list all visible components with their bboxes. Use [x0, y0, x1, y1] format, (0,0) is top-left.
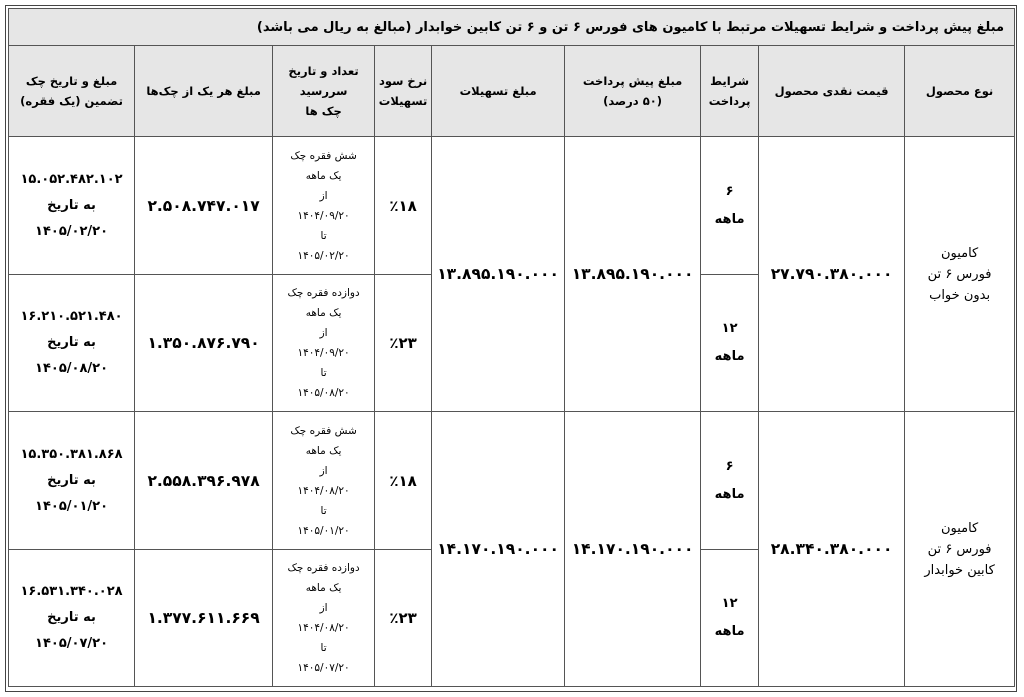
- each-check-amount-cell: ۲.۵۵۸.۳۹۶.۹۷۸: [135, 412, 273, 550]
- checks-line: از: [319, 189, 328, 202]
- guarantee-amount: ۱۶.۲۱۰.۵۲۱.۴۸۰: [20, 309, 123, 324]
- guarantee-date-label: به تاریخ: [47, 335, 96, 350]
- header-prepayment-line2: (۵۰ درصد): [603, 94, 663, 108]
- checks-line: ۱۴۰۴/۰۸/۲۰: [297, 484, 350, 497]
- prepayment-cell: ۱۳.۸۹۵.۱۹۰.۰۰۰: [565, 137, 701, 412]
- header-guarantee-line2: تضمین (یک فقره): [20, 94, 123, 108]
- payment-term-unit: ماهه: [714, 211, 745, 227]
- guarantee-date: ۱۴۰۵/۰۷/۲۰: [35, 636, 109, 651]
- guarantee-check-cell: [9, 412, 135, 550]
- header-each-check: مبلغ هر یک از چک‌ها: [135, 46, 273, 137]
- product-name-line: بدون خواب: [929, 287, 991, 303]
- payment-term-months: ۶: [725, 458, 734, 474]
- interest-rate-cell: ٪۲۳: [375, 550, 432, 687]
- checks-line: ۱۴۰۵/۰۱/۲۰: [297, 524, 350, 537]
- cash-price-cell: ۲۷.۷۹۰.۳۸۰.۰۰۰: [759, 137, 905, 412]
- guarantee-date-label: به تاریخ: [47, 472, 96, 488]
- header-checks: [273, 46, 375, 137]
- product-name-cell: [905, 137, 1015, 412]
- checks-line: یک ماهه: [305, 169, 342, 182]
- checks-schedule-cell: [273, 550, 375, 687]
- product-name-line: فورس ۶ تن: [927, 541, 992, 557]
- guarantee-amount: ۱۶.۵۳۱.۳۴۰.۰۲۸: [20, 584, 123, 599]
- header-payment-terms-line1: شرایط: [710, 74, 750, 88]
- checks-line: تا: [320, 367, 327, 379]
- interest-rate-cell: ٪۲۳: [375, 275, 432, 412]
- header-product: نوع محصول: [905, 46, 1015, 137]
- product-name-cell: [905, 412, 1015, 687]
- product-name-line: کامیون: [940, 520, 979, 536]
- checks-line: یک ماهه: [305, 582, 342, 594]
- each-check-amount-cell: ۱.۳۷۷.۶۱۱.۶۶۹: [135, 550, 273, 687]
- guarantee-amount: ۱۵.۰۵۲.۴۸۲.۱۰۲: [20, 171, 123, 187]
- checks-line: ۱۴۰۴/۰۹/۲۰: [297, 347, 350, 359]
- checks-line: ۱۴۰۵/۰۲/۲۰: [297, 249, 350, 262]
- checks-schedule-cell: [273, 275, 375, 412]
- table-row: [9, 137, 1015, 275]
- cash-price-cell: ۲۸.۳۴۰.۳۸۰.۰۰۰: [759, 412, 905, 687]
- guarantee-date-label: به تاریخ: [47, 197, 96, 213]
- guarantee-date: ۱۴۰۵/۰۲/۲۰: [35, 223, 109, 239]
- checks-schedule-cell: [273, 137, 375, 275]
- header-interest-rate: [375, 46, 432, 137]
- header-checks-line1: تعداد و تاریخ: [288, 64, 359, 78]
- header-loan-amount: مبلغ تسهیلات: [432, 46, 565, 137]
- each-check-amount-cell: ۲.۵۰۸.۷۴۷.۰۱۷: [135, 137, 273, 275]
- checks-line: یک ماهه: [305, 307, 342, 319]
- loan-amount-cell: ۱۴.۱۷۰.۱۹۰.۰۰۰: [432, 412, 565, 687]
- guarantee-check-cell: [9, 550, 135, 687]
- guarantee-amount: ۱۵.۳۵۰.۳۸۱.۸۶۸: [20, 446, 123, 462]
- guarantee-check-cell: [9, 137, 135, 275]
- checks-line: تا: [320, 229, 327, 242]
- payment-term-unit: ماهه: [714, 349, 745, 364]
- payment-term-months: ۱۲: [721, 321, 738, 336]
- checks-line: از: [319, 602, 328, 614]
- each-check-amount-cell: ۱.۳۵۰.۸۷۶.۷۹۰: [135, 275, 273, 412]
- checks-line: تا: [320, 642, 327, 654]
- header-checks-line3: چک ها: [305, 104, 342, 118]
- checks-line: از: [319, 327, 328, 339]
- checks-line: ۱۴۰۴/۰۹/۲۰: [297, 209, 350, 222]
- header-interest-rate-line2: تسهیلات: [378, 94, 428, 108]
- checks-schedule-cell: [273, 412, 375, 550]
- interest-rate-cell: ٪۱۸: [375, 137, 432, 275]
- checks-line: تا: [320, 504, 327, 517]
- header-guarantee: [9, 46, 135, 137]
- header-cash-price: قیمت نقدی محصول: [759, 46, 905, 137]
- header-checks-line2: سررسید: [299, 84, 348, 98]
- checks-line: از: [319, 464, 328, 477]
- payment-term-unit: ماهه: [714, 624, 745, 639]
- loan-amount-cell: ۱۳.۸۹۵.۱۹۰.۰۰۰: [432, 137, 565, 412]
- header-row: [9, 46, 1015, 137]
- checks-line: ۱۴۰۴/۰۸/۲۰: [297, 622, 350, 634]
- checks-line: شش فقره چک: [290, 149, 357, 162]
- payment-term-cell: [701, 137, 759, 275]
- table-title: مبلغ پیش پرداخت و شرایط تسهیلات مرتبط با کامیون های فورس ۶ تن و ۶ تن کابین خوابدار (مبالغ به ریال می باشد): [9, 9, 1015, 46]
- guarantee-date: ۱۴۰۵/۰۸/۲۰: [35, 361, 109, 376]
- checks-line: دوازده فقره چک: [287, 287, 360, 299]
- payment-term-unit: ماهه: [714, 486, 745, 502]
- checks-line: دوازده فقره چک: [287, 562, 360, 574]
- payment-term-cell: [701, 550, 759, 687]
- product-name-line: فورس ۶ تن: [927, 266, 992, 282]
- guarantee-check-cell: [9, 275, 135, 412]
- product-name-line: کامیون: [940, 245, 979, 261]
- checks-line: ۱۴۰۵/۰۸/۲۰: [297, 387, 350, 399]
- header-payment-terms-line2: پرداخت: [708, 94, 751, 108]
- installment-table: [8, 8, 1015, 687]
- guarantee-date-label: به تاریخ: [47, 610, 96, 625]
- payment-term-months: ۶: [725, 183, 734, 199]
- header-prepayment-line1: مبلغ پیش پرداخت: [582, 74, 683, 88]
- payment-term-cell: [701, 412, 759, 550]
- checks-line: یک ماهه: [305, 444, 342, 457]
- prepayment-cell: ۱۴.۱۷۰.۱۹۰.۰۰۰: [565, 412, 701, 687]
- product-name-line: کابین خوابدار: [924, 562, 995, 578]
- header-payment-terms: [701, 46, 759, 137]
- checks-line: شش فقره چک: [290, 424, 357, 437]
- checks-line: ۱۴۰۵/۰۷/۲۰: [297, 662, 350, 674]
- guarantee-date: ۱۴۰۵/۰۱/۲۰: [35, 498, 109, 514]
- payment-term-months: ۱۲: [721, 596, 738, 611]
- table-row: [9, 412, 1015, 550]
- header-guarantee-line1: مبلغ و تاریخ چک: [25, 74, 118, 88]
- interest-rate-cell: ٪۱۸: [375, 412, 432, 550]
- header-interest-rate-line1: نرخ سود: [379, 74, 428, 88]
- header-prepayment: [565, 46, 701, 137]
- payment-term-cell: [701, 275, 759, 412]
